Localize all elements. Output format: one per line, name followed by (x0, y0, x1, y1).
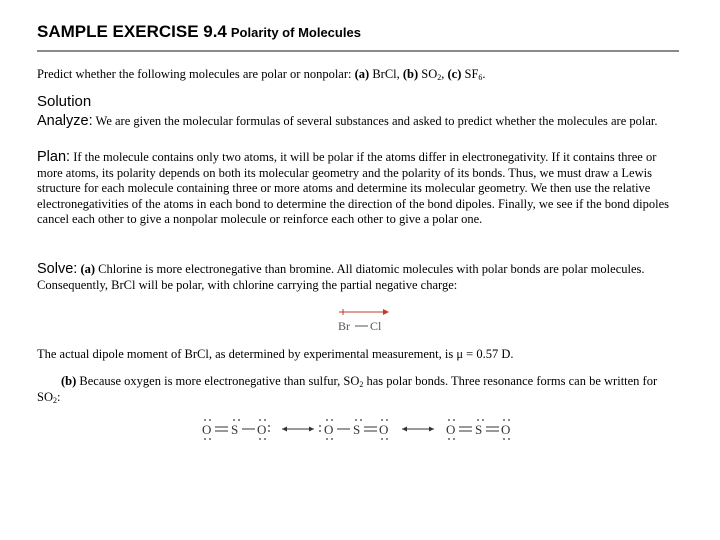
question-b-label: (b) (402, 67, 419, 81)
form3-sulfur: S (475, 422, 483, 437)
analyze-text: We are given the molecular formulas of several substances and asked to predict whether the molecules are polar. (92, 114, 658, 128)
dipole-value: = 0.57 D. (463, 347, 514, 361)
form1-sulfur: S (231, 422, 239, 437)
form2-oxygen-right: O (379, 422, 389, 437)
solution-heading: Solution (37, 93, 92, 110)
question-b-comma: , (441, 67, 445, 81)
form3-oxygen-left: O (446, 422, 456, 437)
resonance-arrow-1 (282, 427, 314, 432)
so2-text-start: Because oxygen is more electronegative than sulfur, SO (76, 374, 360, 388)
so2-subscript-1: 2 (359, 380, 364, 389)
solve-label: Solve: (37, 261, 78, 277)
plan-label: Plan: (37, 149, 71, 165)
question-c-label: (c) (447, 67, 462, 81)
question-c-subscript: 6 (478, 73, 483, 82)
so2-text-mid: has polar bonds. Three resonance forms can be written for SO (37, 374, 658, 404)
dipole-arrow-head (383, 309, 389, 315)
plan-text: If the molecule contains only two atoms, it will be polar if the atoms differ in electronegativity. If it contains three or more atoms, its polarity depends on both its molecular geometry and the polarity of its bonds. Thus, we must draw a Lewis structure for each molecule containing three or more atoms and determine its molecular geometry. We then use the relative electronegativities of the atoms in each bond to determine the direction of the bond dipoles. Finally, we see if the bond dipoles cancel each other to give a nonpolar molecule or reinforce each other to give a polar one. (37, 150, 670, 227)
exercise-header (37, 22, 361, 42)
form2-oxygen-left: O (324, 422, 334, 437)
brcl-chlorine: Cl (370, 319, 382, 333)
resonance-form-3 (446, 419, 510, 440)
form1-oxygen-right: O (257, 422, 267, 437)
analyze-paragraph (37, 114, 669, 130)
question-c-period: . (482, 67, 486, 81)
exercise-title: SAMPLE EXERCISE 9.4 (37, 22, 227, 41)
so2-subscript-2: 2 (52, 395, 57, 405)
solve-paragraph (37, 262, 669, 293)
form2-sulfur: S (353, 422, 361, 437)
question-c-formula: SF (464, 67, 479, 81)
question-a-label: (a) (354, 67, 370, 81)
question-b-formula: SO (421, 67, 438, 81)
question-b-subscript: 2 (437, 73, 442, 82)
brcl-dipole-diagram (335, 306, 395, 336)
dipole-symbol: μ (456, 347, 464, 361)
exercise-subtitle: Polarity of Molecules (230, 25, 361, 40)
analyze-label: Analyze: (37, 113, 93, 129)
so2-text-end: : (56, 389, 61, 404)
form3-oxygen-right: O (501, 422, 511, 437)
solve-a-text: Chlorine is more electronegative than bromine. All diatomic molecules with polar bonds are polar molecules. Consequently, BrCl will be polar, with chlorine carrying the partial negative charge: (37, 262, 645, 292)
so2-resonance-structures (200, 415, 540, 445)
question-text (37, 67, 669, 83)
question-prompt: Predict whether the following molecules are polar or nonpolar: (37, 67, 355, 81)
so2-paragraph (37, 374, 669, 405)
resonance-form-2 (319, 419, 388, 440)
plan-paragraph (37, 150, 669, 228)
resonance-arrow-2 (402, 427, 434, 432)
resonance-form-1 (202, 419, 270, 440)
dipole-moment-text (37, 347, 669, 363)
question-a-formula: BrCl, (372, 67, 400, 81)
dipole-text: The actual dipole moment of BrCl, as determined by experimental measurement, is (37, 347, 457, 361)
header-divider (37, 50, 679, 52)
so2-b-label: (b) (61, 374, 77, 388)
solve-a-label: (a) (80, 262, 96, 276)
brcl-bromine: Br (338, 319, 350, 333)
form1-oxygen-left: O (202, 422, 212, 437)
